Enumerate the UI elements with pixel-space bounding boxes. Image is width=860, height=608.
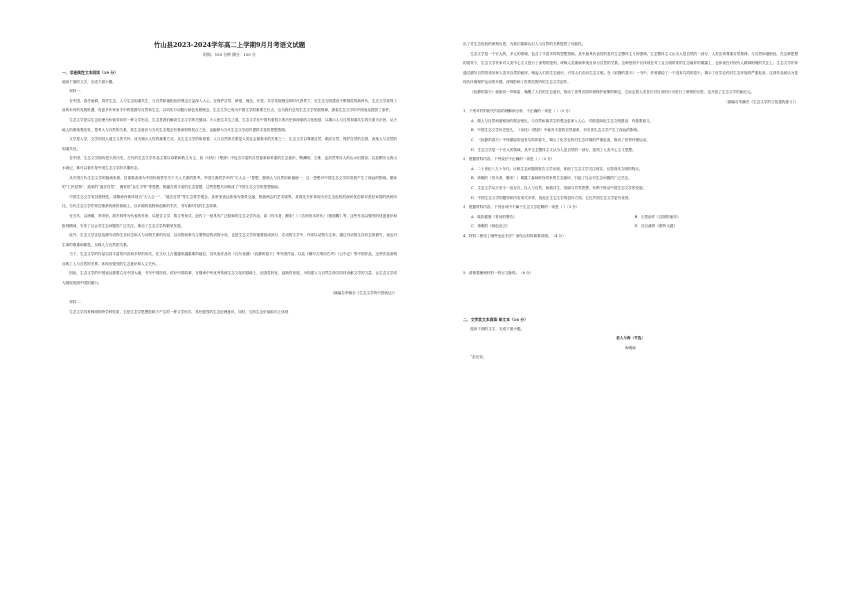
question-4: 4．材料二使用了哪些论证手法？请结合材料简要说明。（4 分） — [463, 233, 566, 238]
paragraph: 生态文学是一个宏大的、多元的领域，包含了丰富多样的思想资源，其中最具代表性的是对生态整体主义的强调。生态整体主义认为人是自然的一部分，人类应该尊重自然规律，与自然和谐相处。在这种思想的指导下，生态文学作家对人类中心主义进行了深刻的批判，呼唤人类重新审视自身与自然的关系。这种批判不仅体现在对工业文明带来的生态破坏的揭露上，也体现在对现代人精神困境的关注上。生态文学作家通过描写自然的美好和人类对自然的破坏，唤起人们的生态意识，引导人们走向生态文明。在《寂静的春天》一书中，作者描绘了一个没有鸟鸣的春天，揭示了化学农药对生态环境的严重危害，这部作品被认为是现代环境保护运动的开端，深刻影响了世界范围内的生态文学创作。 — [463, 51, 798, 85]
story-text: “亲兄弟， — [470, 355, 487, 360]
option: B．王蒙治作《吉图的童年》 — [634, 214, 681, 219]
option: C．徐刚的《绿色宣言》 — [471, 224, 510, 229]
option: D．生态文学是一个宏大的领域，其中生态整体主义认为人是自然的一部分，批判了人类中心主义思想。 — [471, 147, 636, 152]
page-subtitle: 时间：150 分钟 满分：150 分 — [203, 52, 256, 57]
section-heading-1: 一、非连续性文本阅读（19 分） — [62, 70, 118, 75]
question-2: 2．根据材料内容，下列说法不正确的一项是（ ）（3 分） — [463, 157, 555, 162]
question-3: 3．根据材料内容，下列各项中不属于生态文学范畴的一项是（ ）（3 分） — [463, 205, 580, 210]
option: A．二十世纪八九十年代，反映生态问题的报告文学出现，体现了生态文学关注现实、反思现代文明的特点。 — [471, 166, 643, 171]
option-grid — [463, 213, 798, 232]
reading-instruction-2: 阅读下面的文字，完成下面小题。 — [470, 326, 525, 331]
page-title: 竹山县2023-2024学年高二上学期9月月考语文试题 — [153, 41, 306, 49]
paragraph: 因此，生态文学的中国表达需要立足中国大地，书写中国经验，讲好中国故事，在继承中华优秀传统生态文化的基础上，创造性转化、创新性发展，为构建人与自然生命共同体贡献文学的力量，让生态文学成为展现美丽中国的窗口。 — [62, 271, 397, 286]
paragraph: 《寂静的春天》就如同一声响雷，唤醒了人们的生态意识，推动了世界各国环境保护政策的制定，它标志着人类首次对自身的行为进行了深刻的反思，也开创了生态文学的新纪元。 — [470, 89, 755, 94]
reading-instruction: 阅读下面的文字，完成下面小题。 — [62, 79, 116, 84]
paragraph: 生态文学是以生态伦理为价值导向的一种文学形态，生态是我们解读生态文学的关键词。天人相生共生之道，生态文学在中国有着悠久的历史和深厚的文化根基，以揭示人与自然和谐共生的关系为宗旨，从天地人的系统观出发，思考人与自然的关系，其生态意识与当代生态观念有着深刻的契合之处，也能够为当代生态文学创作提供丰富的思想资源。 — [62, 117, 397, 132]
paragraph: 此外，生态文学还包括描写动物生存状态和人与动物关系的作品，以动物叙事为主要特征的动物小说，也是生态文学的重要组成部分，在动物文学中，作家以动物为主角，通过对动物生存状态的描写，表达对生命的尊重和敬畏，反映人与自然的关系。 — [62, 233, 397, 247]
paragraph: 当下，生态文学的作品以其丰富的内容和多样的形式，在文坛上占据越来越重要的地位，其代表作品有《瓦尔登湖》《寂静的春天》等外国作品，以及《额尔古纳河右岸》《云中记》等中国作品，这些作品深刻反映了人与自然的关系，体现出强烈的生态意识和人文关怀。 — [62, 252, 397, 266]
option: D．中国生态文学的题材和内容形式多样，因此在生态文学的创作方面，它比外国生态文学更有优势。 — [471, 195, 633, 200]
option: D．沈石溪的《斑羚飞渡》 — [634, 224, 677, 229]
paragraph: 文学是人学，文学因其人道主义的关怀，成为揭示人性的重要方式。从生态文学的角度看，人与自然的关系是人类社会最基本的关系之一，生态文学以尊重自然、顺应自然、保护自然的态度，表现人与自然的和谐共处。 — [62, 137, 397, 151]
source-citation-1: （摘编自李朝全《生态文学的中国表达》） — [330, 290, 397, 295]
section-heading-2: 二、文学类文本阅读·单文本（16 分） — [463, 317, 528, 323]
option: B．中国生态文学历史悠久，《诗经》《楚辞》中就有丰富的自然意象，对后世生态文学产生了深远的影响。 — [471, 128, 641, 133]
question-5: 5．请简要梳理材料一的行文脉络。（6 分） — [463, 271, 534, 276]
answer-space — [463, 241, 798, 269]
left-column — [62, 38, 397, 317]
question-1: 1．下列对材料相关内容的理解和分析，不正确的一项是（ ）（3 分） — [463, 109, 573, 114]
material-label-1: 材料一： — [69, 89, 84, 94]
option: B．徐刚的《伐木者，醒来！》揭露了森林砍伐带来的生态破坏，引起了社会对生态问题的广泛关注。 — [471, 176, 632, 181]
right-column — [463, 40, 798, 363]
option: A．跟人与自然和谐相处的观念相比，与自然和谐共生的观念更深入人心，对推进绿色生态文明建设，有重要意义。 — [471, 118, 654, 123]
material-label-2: 材料二： — [69, 300, 84, 305]
option: A．陈彩健康《青河的警告》 — [471, 214, 517, 219]
story-title: 老人与海（节选） — [616, 336, 645, 341]
source-citation-2: （摘编自朱鹏杰《生态文学的文化建构意义》） — [724, 99, 798, 104]
paragraph-continuation: 出了对生态危机的深刻反思，为我们重新认识人与自然的关系提供了可能性。 — [463, 42, 586, 46]
option: C．《寂静的春天》中所描绘的没有鸟鸣的春天，揭示了化学农药对生态环境的严重危害，推动了世界环保运动。 — [471, 137, 650, 142]
paragraph: 中国生态文学有其独特性。其精神内核体现为“天人合一”、“道法自然”等生态哲学观念，其审美表达体现为情景交融、物我两忘的艺术境界，其现实关怀体现为对生态危机的深切忧虑和对美好家园的热切向往。当代生态文学作家在继承传统的基础上，以开阔的视野和创新的手法，书写新时代的生态故事。 — [62, 194, 397, 209]
paragraph: 在中国，春作而耕，春作生态，人与生态和谐共生，与自然和谐相处的观念日益深入人心。在保护自然、珍惜、理念、开放、共享发展理念的时代背景下，在生态文明建设不断推进的新时代，生态文学获得了前所未有的发展机遇，有更多作家用手中的笔描写自然和生态，以切实行动践行绿色发展理念，生态文学已成为中国文学的重要生长点，这为我们总结生态文学发展规律，探索生态文学的中国表达提供了条件。 — [62, 98, 397, 113]
option: C．生态文学从古至今一直存在，以人与自然、和谐共生、美丽与共等思想，有利于推动中国生态文学的发展。 — [471, 185, 647, 190]
paragraph: 在当代，以徐刚、李青松、胡冬林等为代表的作家，以报告文学、散文等形式，创作了一批具有广泛影响的生态文学作品，如《伐木者，醒来！》《告别伐木时代》《狼图腾》等，这些作品以强烈的忧患意识和批判精神，引发了社会对生态问题的广泛关注，推动了生态文学的繁荣发展。 — [62, 213, 397, 228]
paragraph: 在中国，生态文学拥有悠久的历史。古代的生态文学作品主要以诗歌和散文为主，如《诗经》《楚辞》中包含丰富的自然意象和朴素的生态意识，陶渊明、王维、孟浩然等诗人的山水田园诗，以及柳宗元的山水游记，都可以看作是中国生态文学的早期形态。 — [62, 156, 397, 170]
answer-space — [463, 279, 798, 315]
paragraph: 生态文学具有鲜明的跨学科性质，它是生态学思想影响下产生的一种文学形式，具有强烈的生态伦理意识。同时，它的生态价值取向上体现 — [69, 309, 289, 314]
story-author: 海明威 — [625, 345, 636, 350]
paragraph: 从中国古代生态文学的源流来看，其重要表现为中国传统哲学关于天人关系的思考。中国古典哲学中的“天人合一”思想，强调人与自然的和谐统一，这一思想对中国生态文学的发展产生了深远的影响。儒家的“仁民爱物”、道家的“道法自然”、佛家的“众生平等”等思想，都蕴含着丰富的生态智慧，这些思想共同构成了中国生态文学的思想基础。 — [62, 175, 397, 190]
